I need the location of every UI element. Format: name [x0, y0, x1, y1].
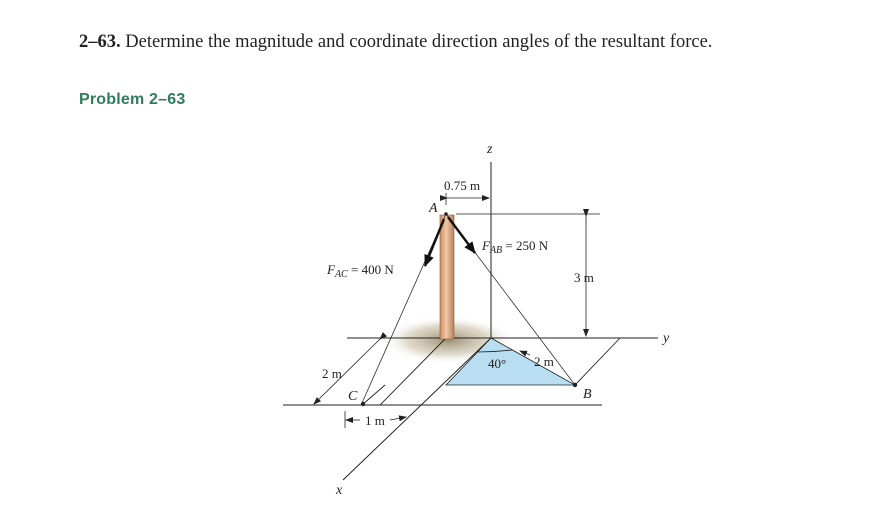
point-a-dot: [444, 212, 448, 216]
problem-number: 2–63.: [79, 32, 121, 52]
problem-text: Determine the magnitude and coordinate direction angles of the resultant force.: [125, 32, 713, 52]
force-ac-symbol: F: [327, 262, 335, 277]
point-c-label: C: [348, 389, 358, 404]
force-ac-label: [326, 262, 394, 280]
dim-c-bottom-line-right: [390, 417, 406, 420]
dim-b-label: 2 m: [534, 354, 554, 369]
dim-offset-label: 0.75 m: [444, 178, 481, 193]
dim-c-bottom-label: 1 m: [365, 413, 385, 428]
axis-z-label: z: [487, 142, 493, 157]
point-b-label: B: [583, 387, 592, 402]
dim-b-arrow: [520, 351, 530, 355]
force-ac-subscript: AC: [334, 269, 348, 280]
point-b-dot: [573, 383, 577, 387]
axis-x-label: x: [336, 483, 343, 498]
force-ab-subscript: AB: [489, 245, 503, 256]
angle-label: 40°: [488, 356, 507, 371]
axis-y-label: y: [663, 331, 670, 346]
force-ab-symbol: F: [482, 238, 490, 253]
force-ac-value: = 400 N: [347, 262, 394, 277]
force-ab-value: = 250 N: [502, 238, 549, 253]
dim-c-left-label: 2 m: [322, 366, 342, 381]
dim-height-label: 3 m: [574, 270, 594, 285]
point-c-dot: [361, 402, 365, 406]
ground-line-b: [575, 338, 620, 385]
pole: [440, 215, 454, 339]
problem-label: Problem 2–63: [79, 91, 186, 108]
point-a-label: A: [429, 201, 438, 216]
